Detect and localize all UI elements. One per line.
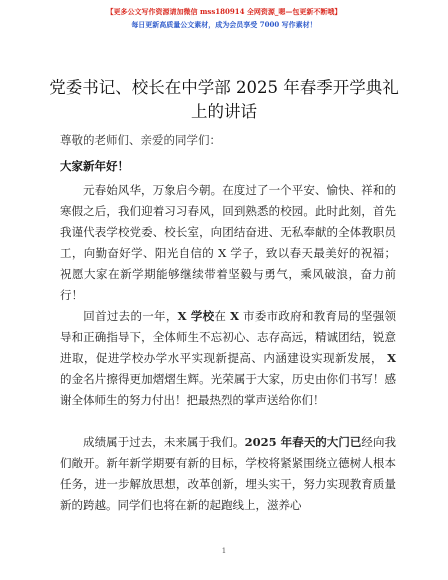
paragraph-3-text-a: 成绩属于过去，未来属于我们。 <box>83 435 245 449</box>
paragraph-2-school: X 学校 <box>177 309 215 323</box>
new-year-greeting: 大家新年好！ <box>60 159 129 173</box>
paragraph-3-bold: 2025 年春天的大门已 <box>244 435 362 449</box>
paragraph-2-text-d: 的金名片擦得更加熠熠生辉。光荣属于大家，历史由你们书写！感谢全体师生的努力付出！把最热烈的掌声送给你们！ <box>60 372 396 407</box>
paragraph-2 <box>60 306 396 411</box>
promo-banner-line-1: 【更多公文写作资源请加微信 mss180914 全网资源_嗯—包更新不断哦】 <box>106 7 342 16</box>
paragraph-2-text-a: 回首过去的一年， <box>83 309 178 323</box>
paragraph-2-x-2: X <box>387 351 397 365</box>
greeting: 尊敬的老师们、亲爱的同学们： <box>60 133 221 147</box>
paragraph-1 <box>60 180 396 306</box>
paragraph-2-text-b: 在 <box>214 309 227 323</box>
title-line-2: 上的讲话 <box>191 102 257 121</box>
paragraph-2-text-c: 市委市政府和教育局的坚强领导和正确指导下，全体师生不忘初心、志存高远，精诚团结，锐意进取，促进学校办学水平实现新提高、内涵建设实现新发展， <box>60 309 397 365</box>
paragraph-3 <box>60 432 396 516</box>
document-title <box>40 76 408 124</box>
title-line-1: 党委书记、校长在中学部 2025 年春季开学典礼 <box>49 78 399 97</box>
promo-banner-line-2: 每日更新高质量公文素材，成为会员享受 7000 写作素材！ <box>131 20 317 29</box>
page-number: 1 <box>221 547 227 555</box>
paragraph-3-text-b: 经向我们敞开。新年新学期要有新的目标，学校将紧紧围绕立德树人根本任务，进一步解放思想，改革创新，埋头实干，努力实现教育质量新的跨越。同学们也将在新的起跑线上，滋养心 <box>60 435 397 512</box>
paragraph-1-text: 元春始风华，万象启今朝。在度过了一个平安、愉快、祥和的寒假之后，我们迎着习习春风，回到熟悉的校园。此时此刻，首先我谨代表学校党委、校长室，向团结奋进、无私奉献的全体教职员工，向勤奋好学、阳光自信的 X 学子，致以春天最美好的祝福；祝愿大家在新学期能够继续带着坚毅与勇气，乘风破浪，奋力前行！ <box>60 183 396 302</box>
paragraph-2-x: X <box>230 309 240 323</box>
